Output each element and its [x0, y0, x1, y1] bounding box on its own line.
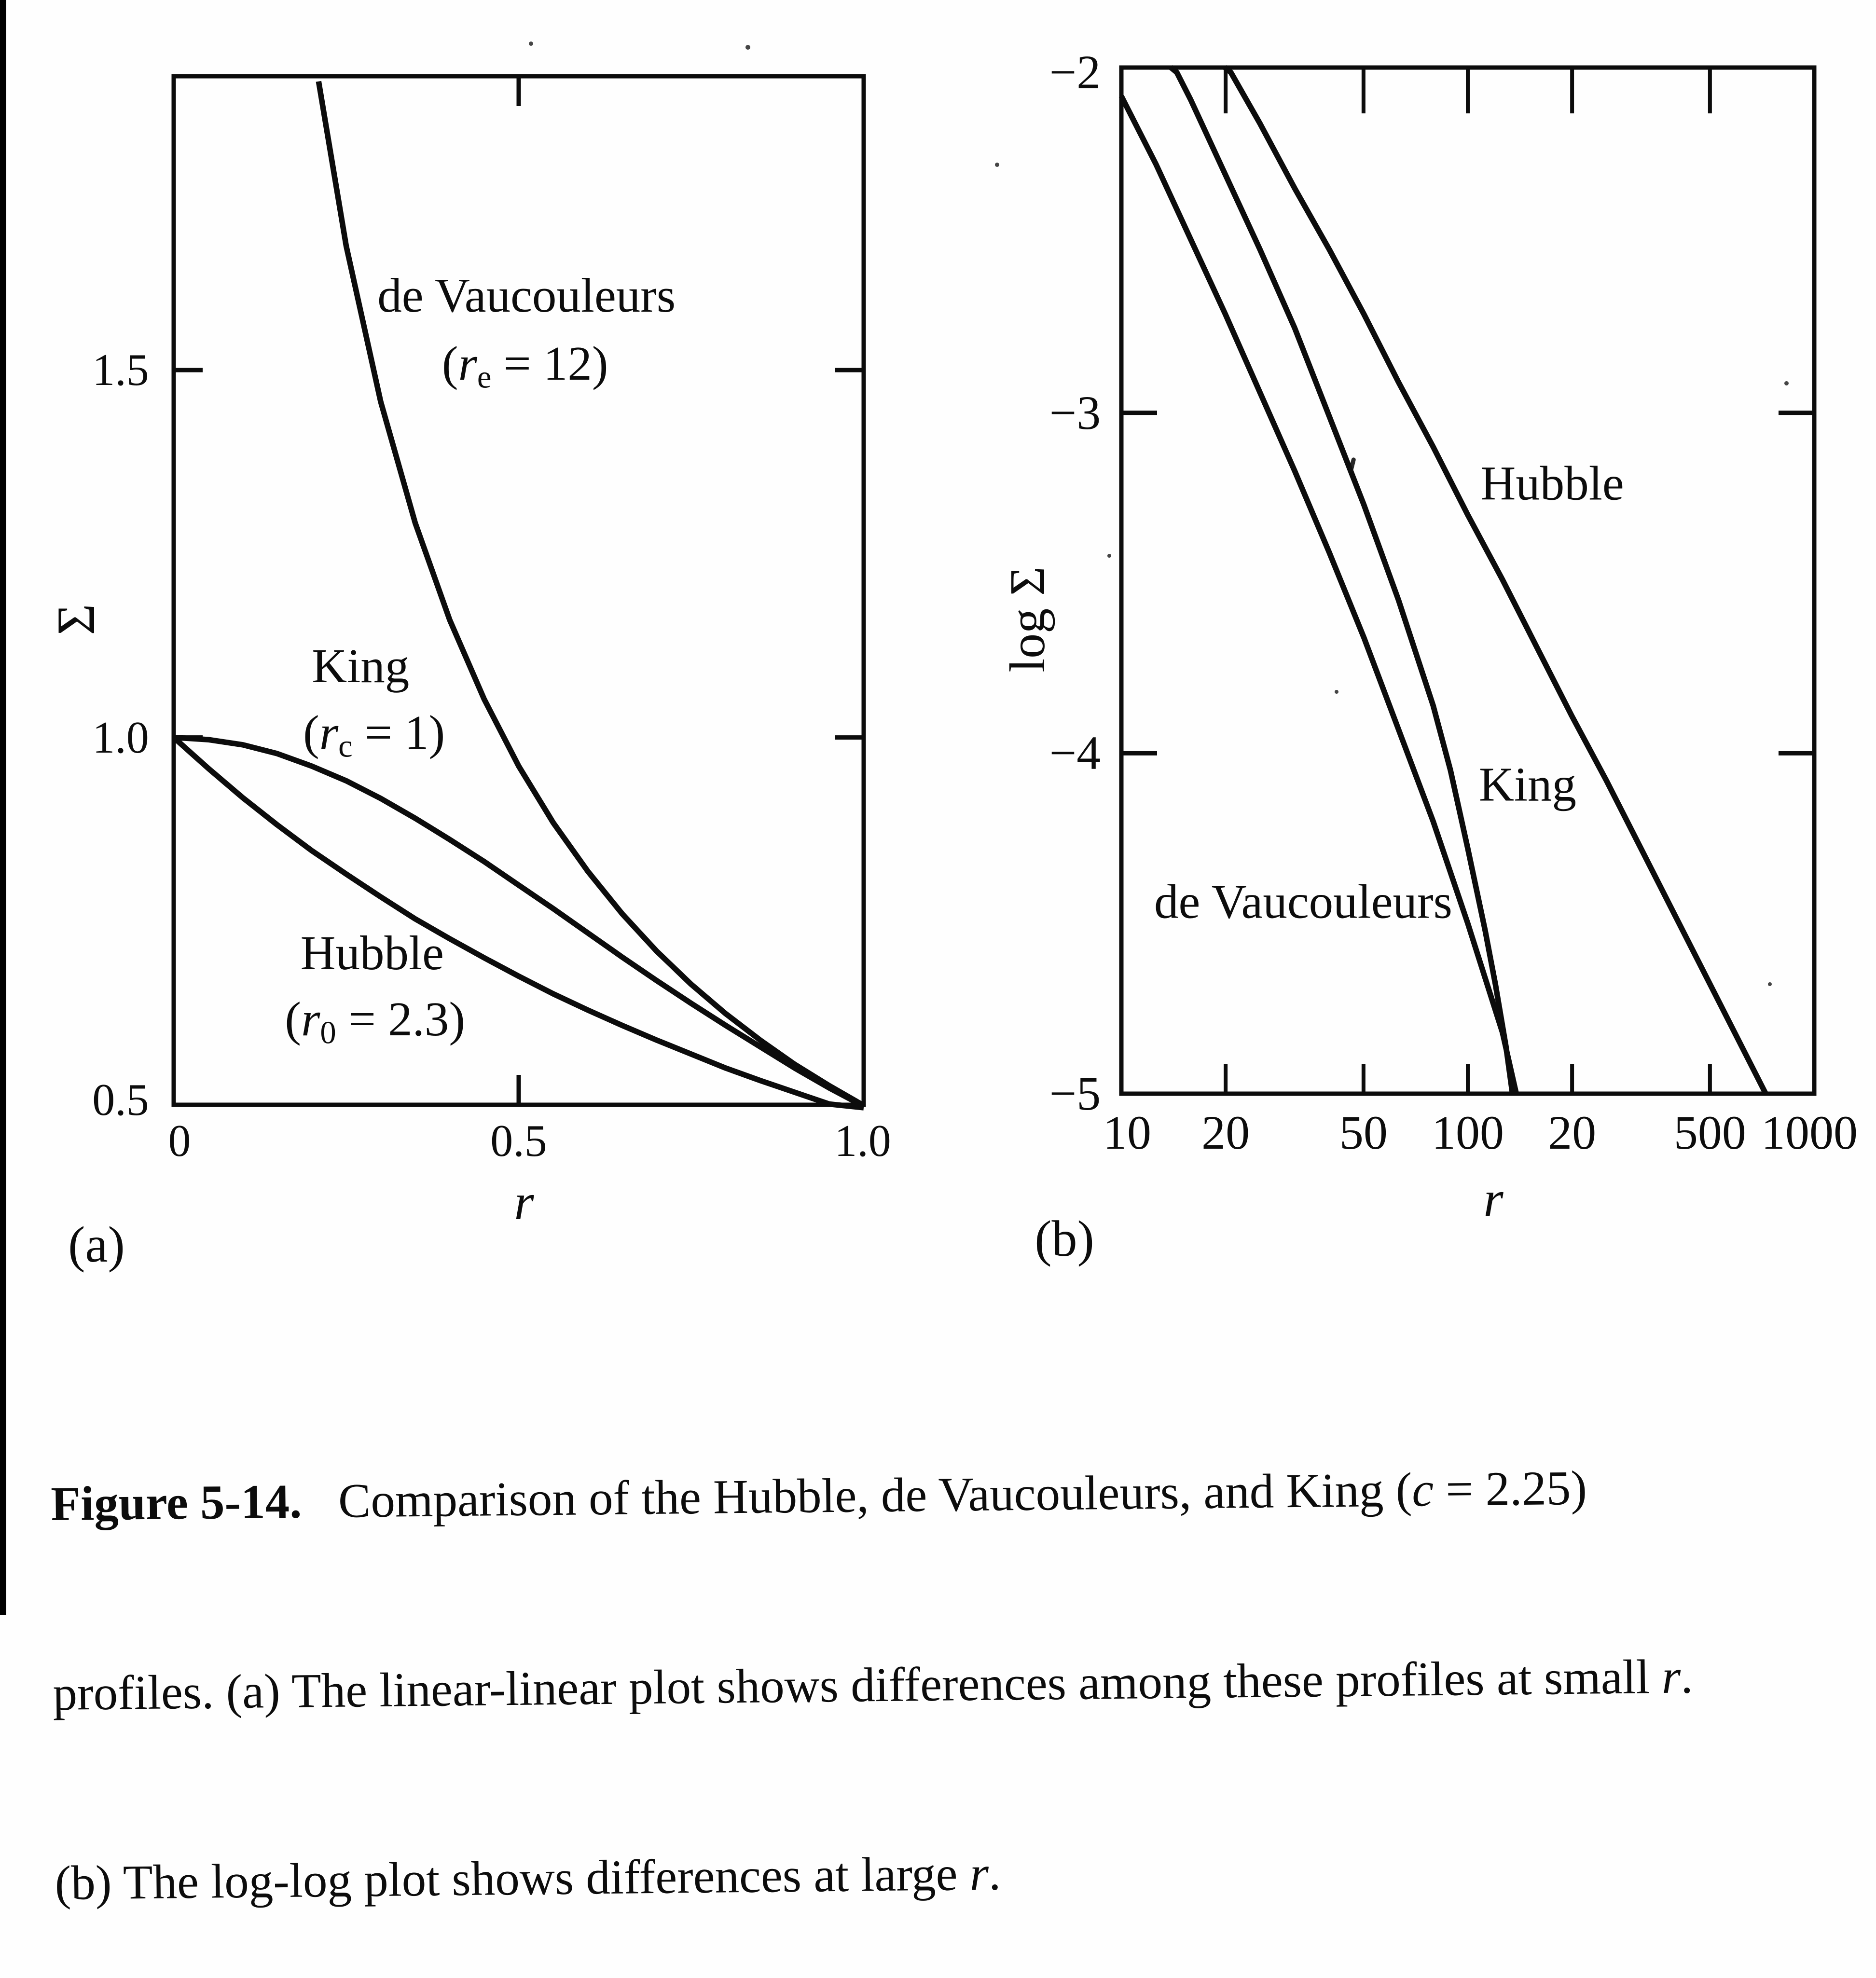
panel-b-x-tick-label: 50: [1339, 1106, 1388, 1159]
panel-a-y-tick-label: 1.5: [92, 345, 149, 396]
panel-b-x-tick-label: 100: [1432, 1106, 1504, 1159]
caption-line-3: (b) The log-log plot shows differences at large r.: [55, 1846, 1001, 1910]
scan-speck: [995, 163, 999, 167]
caption-line-1: Figure 5-14. Comparison of the Hubble, de Vaucouleurs, and King (c = 2.25): [50, 1460, 1587, 1531]
panel-b-king-curve-label: King: [1479, 757, 1576, 811]
caption-figure-number: Figure 5-14.: [50, 1474, 302, 1531]
panel-b-devaucouleurs-curve-label: de Vaucouleurs: [1154, 874, 1452, 929]
panel-a-x-axis-title: r: [514, 1174, 534, 1230]
scan-speck: [529, 41, 533, 46]
panel-a-y-axis-title: Σ: [46, 604, 106, 635]
panel-a-hubble-param-label: $(r_0 = 2.3)$: [285, 992, 466, 1051]
scan-speck: [1335, 690, 1338, 694]
panel-b-y-tick-label: −5: [1049, 1067, 1101, 1120]
panel-b-x-axis-title: r: [1483, 1171, 1504, 1227]
panel-a-king-param-label: $(r_c = 1)$: [303, 705, 445, 764]
panel-b-x-tick-label: 10: [1103, 1106, 1151, 1159]
panel-a-x-tick-label: 0.5: [490, 1116, 547, 1166]
panel-b-y-tick-label: −3: [1049, 385, 1101, 440]
scan-speck: [1784, 381, 1789, 385]
panel-b-tag: (b): [1035, 1210, 1094, 1267]
panel-a-tag: (a): [68, 1216, 125, 1273]
panel-b-plot: [1121, 67, 1814, 1094]
panel-a-x-tick-label: 0: [168, 1116, 191, 1166]
panel-b-x-tick-label: 1000: [1761, 1106, 1858, 1159]
panel-b-y-tick-label: −4: [1049, 726, 1101, 780]
panel-b-y-axis-title: log Σ: [1000, 566, 1055, 673]
scan-speck: [1768, 982, 1772, 986]
panel-a-x-tick-label: 1.0: [834, 1116, 891, 1166]
panel-a-hubble-curve-label: Hubble: [300, 926, 444, 980]
panel-b-y-tick-label: −2: [1049, 45, 1101, 99]
panel-b-x-tick-label: 20: [1201, 1106, 1250, 1159]
panel-a-y-tick-label: 1.0: [92, 712, 149, 763]
panel-b-x-tick-label: 20: [1548, 1106, 1597, 1159]
figure-caption: [49, 1327, 1861, 1978]
panel-b-hubble-curve-label: Hubble: [1480, 456, 1624, 510]
scan-speck: [745, 45, 750, 50]
panel-a-devaucouleurs-curve-label: de Vaucouleurs: [377, 268, 676, 322]
panel-a-king-curve-label: King: [312, 639, 410, 693]
scan-speck: [1107, 554, 1111, 558]
panel-a-devaucouleurs-param-label: $(r_e = 12)$: [441, 336, 608, 395]
panel-b-x-tick-label: 500: [1673, 1106, 1746, 1159]
panel-a-y-tick-label: 0.5: [92, 1075, 149, 1125]
caption-line-2: profiles. (a) The linear-linear plot shows differences among these profiles at small r.: [52, 1649, 1694, 1720]
